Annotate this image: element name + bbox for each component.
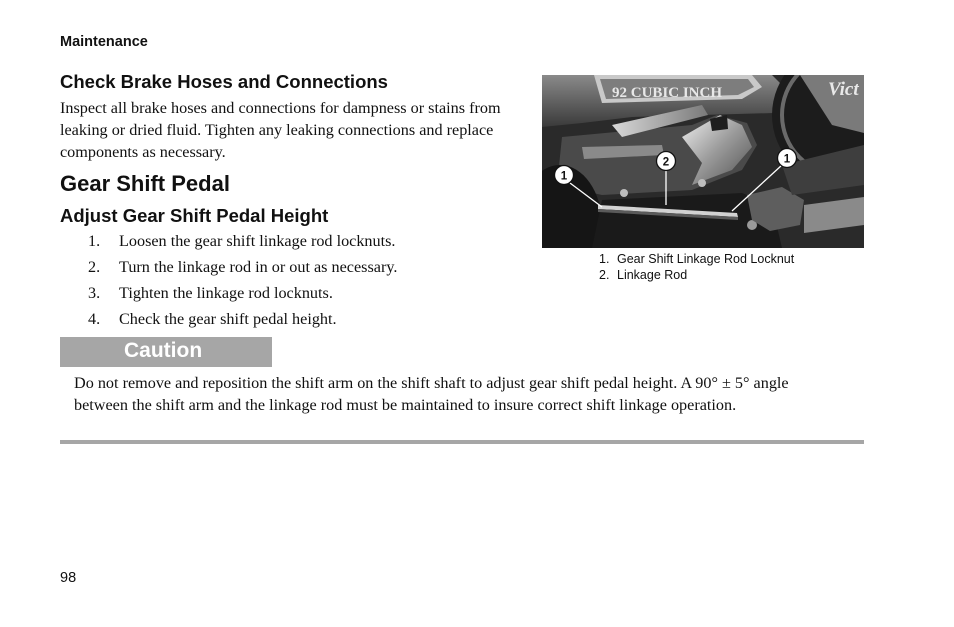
- callout-label: 1: [783, 153, 791, 166]
- subheading-adjust: Adjust Gear Shift Pedal Height: [60, 205, 329, 226]
- caution-label: Caution: [124, 339, 203, 362]
- engine-badge-text: 92 CUBIC INCH: [612, 85, 723, 101]
- callout-1-right: [778, 149, 797, 168]
- step-number: 4.: [88, 310, 101, 328]
- caption-text: Linkage Rod: [617, 267, 688, 282]
- list-item: [88, 257, 397, 283]
- engine-script-text: Vict: [828, 79, 859, 100]
- caption-number: 2.: [599, 267, 610, 282]
- caution-rule: [60, 440, 864, 444]
- figure-captions: [599, 252, 794, 283]
- step-text: Loosen the gear shift linkage rod locknuts.: [119, 232, 396, 250]
- list-item: [88, 231, 397, 257]
- section-heading-brake: Check Brake Hoses and Connections: [60, 71, 388, 92]
- callout-label: 1: [560, 170, 568, 183]
- step-text: Check the gear shift pedal height.: [119, 310, 337, 328]
- caution-text: Do not remove and reposition the shift arm on the shift shaft to adjust gear shift pedal height. A 90° ± 5° angle between the shift arm and the linkage rod must be maintained to insure correct shift linkage operation.: [74, 374, 789, 414]
- callout-label: 2: [662, 156, 670, 169]
- list-item: [599, 252, 794, 268]
- running-header: Maintenance: [60, 34, 148, 50]
- step-number: 2.: [88, 258, 101, 276]
- page-number: 98: [60, 570, 77, 586]
- list-item: [599, 268, 794, 284]
- callout-2: [657, 152, 676, 171]
- caption-number: 1.: [599, 252, 610, 266]
- step-text: Turn the linkage rod in or out as necessary.: [119, 258, 398, 276]
- caption-text: Gear Shift Linkage Rod Locknut: [617, 252, 795, 266]
- callout-1-left: [555, 166, 574, 185]
- section-heading-gear-shift: Gear Shift Pedal: [60, 171, 230, 196]
- step-number: 1.: [88, 232, 101, 250]
- brake-paragraph: Inspect all brake hoses and connections for dampness or stains from leaking or dried fluid. Tighten any leaking connections and replace components as necessary.: [60, 99, 501, 161]
- steps-list: [88, 231, 397, 335]
- step-text: Tighten the linkage rod locknuts.: [119, 284, 333, 302]
- list-item: [88, 309, 397, 335]
- step-number: 3.: [88, 284, 101, 302]
- list-item: [88, 283, 397, 309]
- gear-shift-photo: [542, 75, 864, 248]
